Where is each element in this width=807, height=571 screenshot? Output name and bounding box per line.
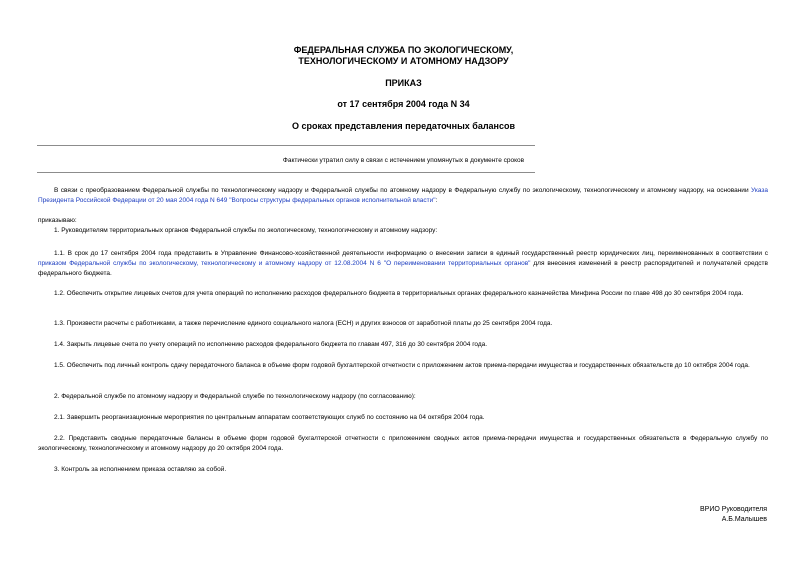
paragraph-1-4: 1.4. Закрыть лицевые счета по учету операций по исполнению расходов федерального бюджета по главам 497, 316 до 30 сентября 2004 года. xyxy=(54,341,488,348)
preamble xyxy=(38,186,768,206)
divider-top xyxy=(37,145,535,146)
order-link[interactable]: приказом Федеральной службы по экологическому, технологическому и атомному надзору от 12.08.2004 N 6 "О переименовании территориальных органов" xyxy=(38,260,531,267)
agency-name-line-2: ТЕХНОЛОГИЧЕСКОМУ И АТОМНОМУ НАДЗОРУ xyxy=(298,56,509,66)
document-date: от 17 сентября 2004 года N 34 xyxy=(337,99,470,109)
signature-name: А.Б.Малышев xyxy=(721,516,767,523)
paragraph-1-2: 1.2. Обеспечить открытие лицевых счетов для учета операций по исполнению расходов федерального бюджета в территориальных органах федерального казначейства Минфина России по главе 498 до 30 сентября 2004 года. xyxy=(54,290,744,297)
paragraph-1-1-end: для внесения изменений в реестр распорядителей и получателей средств федерального бюджета. xyxy=(38,260,768,277)
paragraph-1-1-text: 1.1. В срок до 17 сентября 2004 года представить в Управление Финансово-хозяйственной деятельности информацию о внесении записи в единый государственный реестр юридических лиц, переименованных в соответствии с xyxy=(54,250,768,257)
paragraph-1-5: 1.5. Обеспечить под личный контроль сдачу передаточного баланса в объеме форм годовой бухгалтерской отчетности с приложением актов приема-передачи имущества и государственных обязательств до 10 октября 2004 года. xyxy=(54,362,750,369)
paragraph-2-2: 2.2. Представить сводные передаточные балансы в объеме форм годовой бухгалтерской отчетности с приложением сводных актов приема-передачи имущества и государственных обязательств в Федеральную службу по экологическому, технологическому и атомному надзору до 20 октября 2004 года. xyxy=(38,435,768,452)
agency-name-line-1: ФЕДЕРАЛЬНАЯ СЛУЖБА ПО ЭКОЛОГИЧЕСКОМУ, xyxy=(293,45,514,55)
paragraph-1-1 xyxy=(38,249,768,279)
preamble-text: В связи с преобразованием Федеральной службы по технологическому надзору и Федеральной службы по атомному надзору в Федеральную службу по экологическому, технологическому и атомному надзору, на основании xyxy=(54,187,752,194)
paragraph-2: 2. Федеральной службе по атомному надзору и Федеральной службе по технологическому надзору (по согласованию): xyxy=(54,393,416,400)
document-title: О сроках представления передаточных балансов xyxy=(291,121,516,131)
signature-position: ВРИО Руководителя xyxy=(700,506,767,513)
paragraph-3: 3. Контроль за исполнением приказа оставляю за собой. xyxy=(54,466,227,473)
paragraph-1: 1. Руководителям территориальных органов Федеральной службы по экологическому, технологическому и атомному надзору: xyxy=(54,227,438,234)
decree-link[interactable]: Указа Президента Российской Федерации от 20 мая 2004 года N 649 "Вопросы структуры федеральных органов исполнительной власти" xyxy=(38,187,768,204)
status-notice: Фактически утратил силу в связи с истечением упомянутых в документе сроков xyxy=(282,157,525,164)
document-type: ПРИКАЗ xyxy=(385,78,422,88)
preamble-end: : xyxy=(435,197,438,204)
divider-bottom xyxy=(37,172,535,173)
paragraph-1-3: 1.3. Произвести расчеты с работниками, а также перечисление единого социального налога (ЕСН) и других взносов от заработной платы до 25 сентября 2004 года. xyxy=(54,320,553,327)
order-word: приказываю: xyxy=(38,217,77,224)
paragraph-2-1: 2.1. Завершить реорганизационные мероприятия по центральным аппаратам соответствующих служб по состоянию на 04 октября 2004 года. xyxy=(54,414,485,421)
